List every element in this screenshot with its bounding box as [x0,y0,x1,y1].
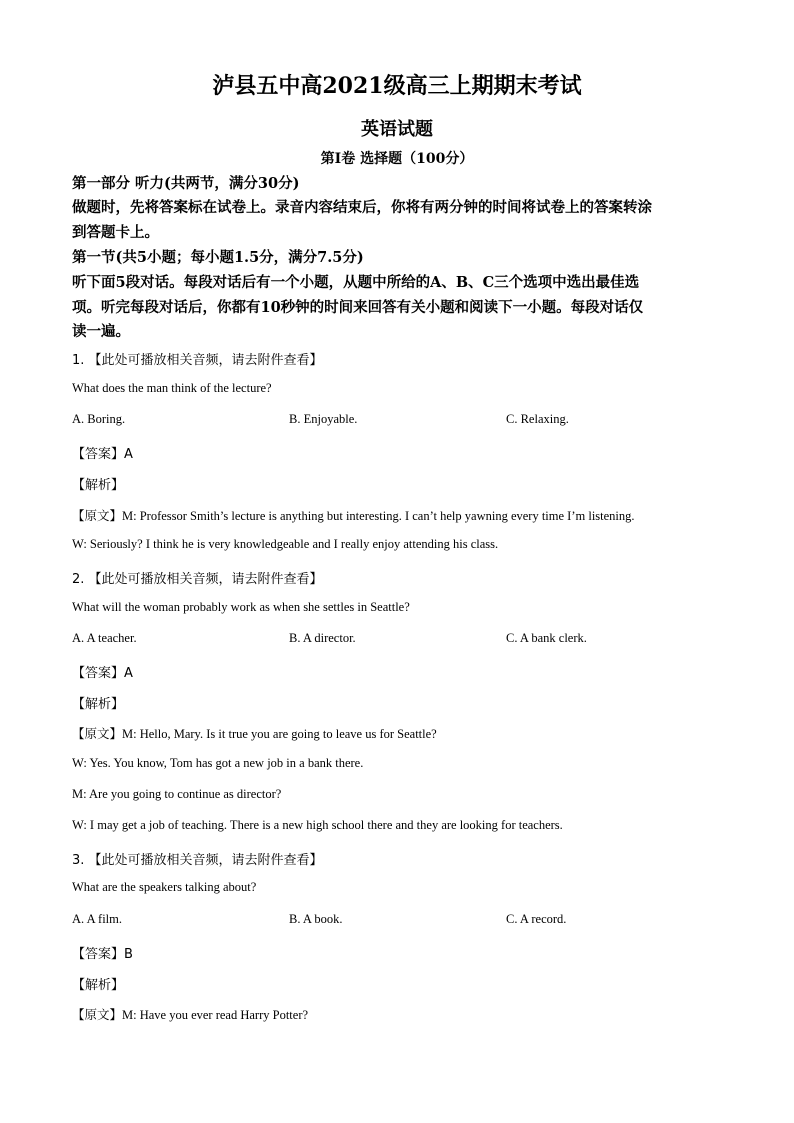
option-c: C. A bank clerk. [506,631,587,645]
exam-title: 泸县五中高2021级高三上期期末考试 [212,73,582,99]
transcript-line: M: Are you going to continue as director? [72,787,282,801]
option-a: A. A film. [72,912,123,926]
option-a: A. A teacher. [72,631,137,645]
question-text: What will the woman probably work as when she settles in Seattle? [72,600,410,614]
instruction-line: 到答题卡上。 [72,224,159,241]
transcript-line: 【原文】M: Have you ever read Harry Potter? [72,1008,309,1022]
analysis-label: 【解析】 [72,478,125,493]
option-c: C. Relaxing. [506,412,569,426]
transcript-line: 【原文】M: Hello, Mary. Is it true you are going to leave us for Seattle? [72,727,437,741]
audio-placeholder[interactable]: 1. 【此处可播放相关音频，请去附件查看】 [72,353,323,368]
option-c: C. A record. [506,912,567,926]
subsection-heading: 第一节(共5小题；每小题1.5分，满分7.5分) [72,249,364,266]
analysis-label: 【解析】 [72,978,125,993]
instruction-line: 做题时，先将答案标在试卷上。录音内容结束后，你将有两分钟的时间将试卷上的答案转涂 [72,199,652,216]
instruction-line: 听下面5段对话。每段对话后有一个小题，从题中所给的A、B、C三个选项中选出最佳选 [72,274,640,291]
instruction-line: 项。听完每段对话后，你都有10秒钟的时间来回答有关小题和阅读下一小题。每段对话仅 [72,299,644,316]
part-heading: 第一部分 听力(共两节，满分30分) [72,175,300,192]
answer-label: 【答案】A [72,666,133,681]
audio-placeholder[interactable]: 2. 【此处可播放相关音频，请去附件查看】 [72,572,323,587]
option-b: B. A director. [289,631,356,645]
question-text: What are the speakers talking about? [72,880,257,894]
answer-label: 【答案】B [72,947,133,962]
analysis-label: 【解析】 [72,697,125,712]
question-text: What does the man think of the lecture? [72,381,272,395]
option-a: A. Boring. [72,412,126,426]
audio-placeholder[interactable]: 3. 【此处可播放相关音频，请去附件查看】 [72,853,323,868]
transcript-line: W: I may get a job of teaching. There is a new high school there and they are looking for teachers. [72,818,563,832]
instruction-line: 读一遍。 [72,323,130,340]
section-title: 第I卷 选择题（100分） [320,151,474,167]
option-b: B. Enjoyable. [289,412,358,426]
option-b: B. A book. [289,912,343,926]
transcript-line: 【原文】M: Professor Smith’s lecture is anything but interesting. I can’t help yawning every time I’m listening. [72,509,635,523]
answer-label: 【答案】A [72,447,133,462]
transcript-line: W: Yes. You know, Tom has got a new job in a bank there. [72,756,364,770]
transcript-line: W: Seriously? I think he is very knowledgeable and I really enjoy attending his class. [72,537,499,551]
subject-title: 英语试题 [361,119,433,140]
